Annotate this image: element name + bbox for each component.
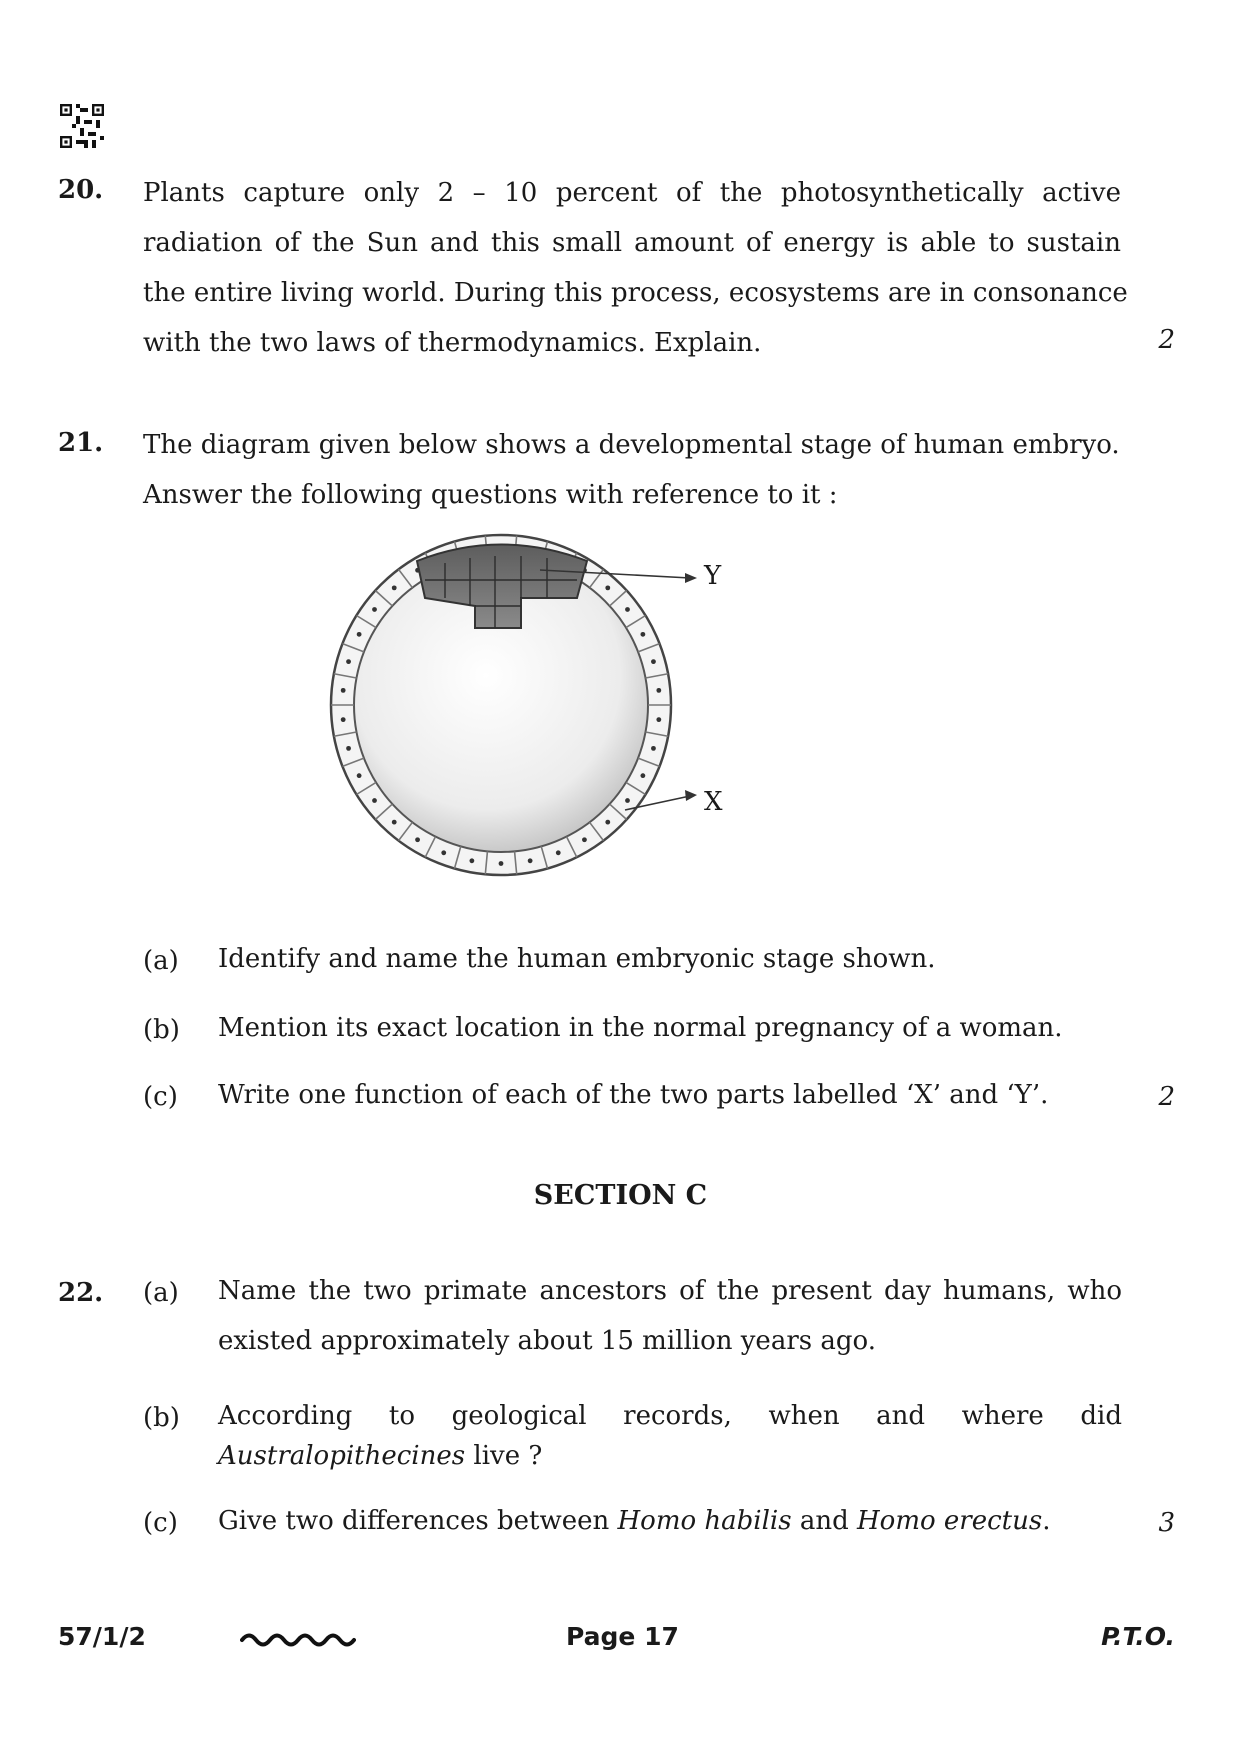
trophoblast-nucleus bbox=[656, 717, 661, 722]
trophoblast-nucleus bbox=[582, 837, 587, 842]
q22-part-b-label: (b) bbox=[143, 1403, 180, 1433]
paper-code: 57/1/2 bbox=[58, 1622, 146, 1651]
q22-part-c-homo-habilis: Homo habilis bbox=[617, 1506, 792, 1536]
q21-part-a-line: Identify and name the human embryonic stage shown. bbox=[218, 944, 936, 974]
trophoblast-nucleus bbox=[372, 798, 377, 803]
trophoblast-nucleus bbox=[392, 585, 397, 590]
q22-part-a-line-2: existed approximately about 15 million years ago. bbox=[218, 1326, 876, 1356]
q21-line-2: Answer the following questions with reference to it : bbox=[143, 480, 838, 510]
trophoblast-nucleus bbox=[625, 798, 630, 803]
trophoblast-nucleus bbox=[392, 820, 397, 825]
trophoblast-nucleus bbox=[556, 850, 561, 855]
q21-part-b-line: Mention its exact location in the normal pregnancy of a woman. bbox=[218, 1013, 1063, 1043]
q22-part-b-line-2 bbox=[218, 1441, 1122, 1471]
q22-part-a-line-1: Name the two primate ancestors of the present day humans, who bbox=[218, 1276, 1122, 1306]
trophoblast-nucleus bbox=[499, 861, 504, 866]
q20-marks: 2 bbox=[1158, 325, 1175, 355]
trophoblast-nucleus bbox=[640, 773, 645, 778]
question-21-text bbox=[143, 420, 1121, 520]
question-number-21: 21. bbox=[58, 428, 104, 458]
q20-line-3: the entire living world. During this process, ecosystems are in consonance bbox=[143, 278, 1128, 308]
q21-part-c-label: (c) bbox=[143, 1082, 178, 1112]
q21-part-c-line: Write one function of each of the two parts labelled ‘X’ and ‘Y’. bbox=[218, 1080, 1049, 1110]
section-title: SECTION C bbox=[533, 1180, 708, 1211]
q22-marks: 3 bbox=[1158, 1508, 1175, 1538]
blastocyst-diagram bbox=[325, 528, 745, 878]
trophoblast-nucleus bbox=[640, 632, 645, 637]
trophoblast-nucleus bbox=[528, 858, 533, 863]
q22-part-c-text bbox=[218, 1496, 1122, 1546]
trophoblast-nucleus bbox=[346, 746, 351, 751]
q21-part-b-label: (b) bbox=[143, 1015, 180, 1045]
trophoblast-nucleus bbox=[357, 632, 362, 637]
question-number-22: 22. bbox=[58, 1278, 104, 1308]
q22-part-c-mid: and bbox=[791, 1506, 857, 1536]
trophoblast-nucleus bbox=[357, 773, 362, 778]
q22-part-a-text bbox=[218, 1266, 1122, 1366]
pto-label: P.T.O. bbox=[1101, 1622, 1175, 1651]
trophoblast-nucleus bbox=[346, 659, 351, 664]
q22-part-b-text bbox=[218, 1391, 1122, 1471]
qr-code-icon bbox=[60, 104, 104, 148]
trophoblast-nucleus bbox=[341, 688, 346, 693]
trophoblast-nucleus bbox=[656, 688, 661, 693]
trophoblast-nucleus bbox=[625, 607, 630, 612]
q21-line-1: The diagram given below shows a developmental stage of human embryo. bbox=[143, 430, 1120, 460]
trophoblast-nucleus bbox=[651, 659, 656, 664]
page-number: Page 17 bbox=[566, 1622, 679, 1651]
q20-line-1: Plants capture only 2 – 10 percent of the photosynthetically active bbox=[143, 178, 1121, 208]
trophoblast-nucleus bbox=[605, 585, 610, 590]
trophoblast-nucleus bbox=[651, 746, 656, 751]
q20-line-4: with the two laws of thermodynamics. Explain. bbox=[143, 328, 762, 358]
q21-part-b-text bbox=[218, 1003, 1122, 1053]
q21-marks: 2 bbox=[1158, 1082, 1175, 1112]
q22-part-b-line-1: According to geological records, when and where did bbox=[218, 1401, 1122, 1431]
q21-part-c-text bbox=[218, 1070, 1122, 1120]
q22-part-c-label: (c) bbox=[143, 1508, 178, 1538]
q22-part-c-homo-erectus: Homo erectus bbox=[857, 1506, 1043, 1536]
q22-part-b-italic: Australopithecines bbox=[218, 1441, 466, 1471]
q21-part-a-text bbox=[218, 934, 1122, 984]
q22-part-a-label: (a) bbox=[143, 1278, 179, 1308]
trophoblast-nucleus bbox=[372, 607, 377, 612]
trophoblast-nucleus bbox=[341, 717, 346, 722]
question-20-text bbox=[143, 168, 1128, 368]
trophoblast-nucleus bbox=[415, 837, 420, 842]
diagram-label-y: Y bbox=[704, 561, 722, 591]
trophoblast-nucleus bbox=[469, 858, 474, 863]
q21-part-a-label: (a) bbox=[143, 946, 179, 976]
wave-ornament-icon bbox=[240, 1628, 356, 1648]
q22-part-b-rest: live ? bbox=[465, 1441, 543, 1471]
trophoblast-nucleus bbox=[441, 850, 446, 855]
q22-part-c-post: . bbox=[1042, 1506, 1051, 1536]
q22-part-c-line bbox=[218, 1496, 1122, 1546]
diagram-label-x: X bbox=[704, 787, 723, 817]
trophoblast-nucleus bbox=[605, 820, 610, 825]
q20-line-2: radiation of the Sun and this small amount of energy is able to sustain bbox=[143, 228, 1121, 258]
question-number-20: 20. bbox=[58, 175, 104, 205]
q22-part-c-pre: Give two differences between bbox=[218, 1506, 618, 1536]
